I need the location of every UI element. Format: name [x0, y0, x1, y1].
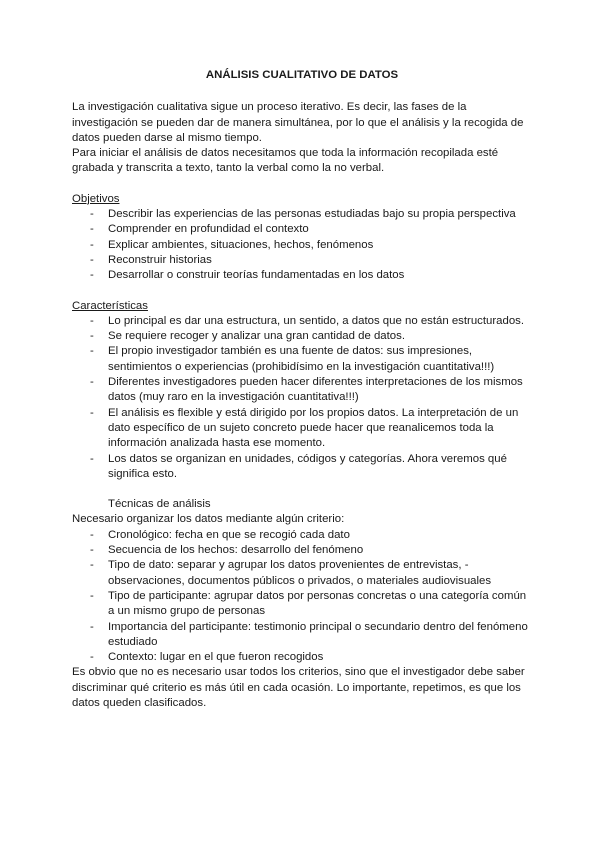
list-item: - Comprender en profundidad el contexto — [72, 222, 532, 237]
tecnicas-lead: Necesario organizar los datos mediante algún criterio: — [72, 513, 345, 526]
tecnicas-list — [72, 528, 532, 666]
list-item: - Contexto: lugar en el que fueron recogidos — [72, 650, 532, 665]
list-item: - Tipo de participante: agrupar datos por personas concretas o una categoría común a un mismo grupo de personas — [72, 589, 532, 620]
list-item: - Se requiere recoger y analizar una gran cantidad de datos. — [72, 329, 532, 344]
list-item: - Secuencia de los hechos: desarrollo del fenómeno — [72, 543, 532, 558]
list-item: - Explicar ambientes, situaciones, hechos, fenómenos — [72, 238, 532, 253]
caracteristicas-list — [72, 314, 532, 482]
tecnicas-heading: Técnicas de análisis — [108, 498, 211, 511]
spacer — [72, 177, 532, 192]
list-item: - Diferentes investigadores pueden hacer diferentes interpretaciones de los mismos datos (muy raro en la investigación cuantitativa!!!) — [72, 375, 532, 406]
tecnicas-closing: Es obvio que no es necesario usar todos los criterios, sino que el investigador debe saber discriminar qué criterio es más útil en cada ocasión. Lo importante, repetimos, es que los datos queden clasificados. — [72, 666, 525, 709]
list-item: - Los datos se organizan en unidades, códigos y categorías. Ahora veremos qué significa esto. — [72, 452, 532, 483]
list-item: - Desarrollar o construir teorías fundamentadas en los datos — [72, 268, 532, 283]
list-item: - El propio investigador también es una fuente de datos: sus impresiones, sentimientos o experiencias (prohibidísimo en la investigación cuantitativa!!!) — [72, 344, 532, 375]
list-item: - Reconstruir historias — [72, 253, 532, 268]
objetivos-list — [72, 207, 532, 283]
list-item: - Cronológico: fecha en que se recogió cada dato — [72, 528, 532, 543]
document-page — [72, 68, 532, 711]
list-item: - Importancia del participante: testimonio principal o secundario dentro del fenómeno estudiado — [72, 620, 532, 651]
spacer — [72, 482, 532, 497]
intro-paragraph-2: Para iniciar el análisis de datos necesitamos que toda la información recopilada esté grabada y transcrita a texto, tanto la verbal como la no verbal. — [72, 147, 499, 175]
list-item: - Describir las experiencias de las personas estudiadas bajo su propia perspectiva — [72, 207, 532, 222]
list-item: - Tipo de dato: separar y agrupar los datos provenientes de entrevistas, -observaciones, documentos públicos o privados, o materiales audiovisuales — [72, 558, 532, 589]
objetivos-heading: Objetivos — [72, 192, 120, 205]
list-item: - Lo principal es dar una estructura, un sentido, a datos que no están estructurados. — [72, 314, 532, 329]
document-title: ANÁLISIS CUALITATIVO DE DATOS — [205, 69, 399, 81]
intro-paragraph-1: La investigación cualitativa sigue un proceso iterativo. Es decir, las fases de la investigación se pueden dar de manera simultánea, por lo que el análisis y la recogida de datos pueden darse al mismo tiempo. — [72, 101, 524, 144]
spacer — [72, 284, 532, 299]
list-item: - El análisis es flexible y está dirigido por los propios datos. La interpretación de un dato específico de un sujeto concreto puede hacer que reanalicemos toda la información analizada hasta ese momento. — [72, 406, 532, 452]
caracteristicas-heading: Características — [72, 299, 148, 312]
